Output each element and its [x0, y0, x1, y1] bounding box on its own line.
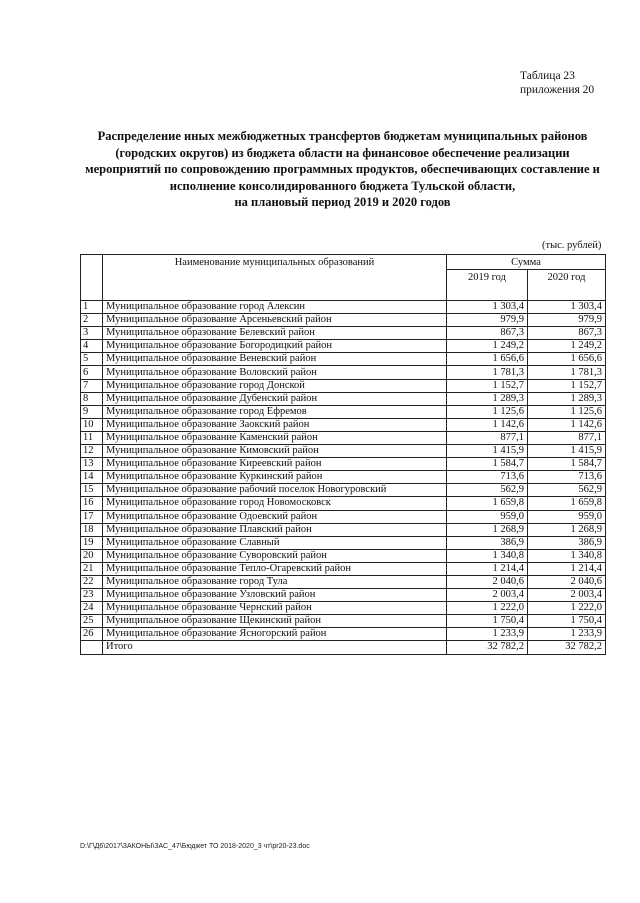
- table-row: [81, 314, 606, 327]
- amount-2020: 2 003,4: [528, 589, 606, 602]
- amount-2020: 1 781,3: [528, 366, 606, 379]
- amount-2019: 713,6: [447, 471, 528, 484]
- row-number: 25: [81, 615, 103, 628]
- table-row: [81, 484, 606, 497]
- amount-2020: 979,9: [528, 314, 606, 327]
- amount-2020: 1 659,8: [528, 497, 606, 510]
- table-row: [81, 549, 606, 562]
- amount-2020: 2 040,6: [528, 575, 606, 588]
- municipality-name: Муниципальное образование Арсеньевский район: [103, 314, 447, 327]
- file-path-footer: D:\Г\Д6\2017\ЗАКОНЫ\ЗАС_47\Бюджет ТО 2018-2020_3 чт\pr20-23.doc: [80, 843, 310, 850]
- amount-2019: 877,1: [447, 431, 528, 444]
- municipality-name: Муниципальное образование рабочий поселок Новогуровский: [103, 484, 447, 497]
- amount-2019: 1 584,7: [447, 458, 528, 471]
- amount-2020: 877,1: [528, 431, 606, 444]
- municipality-name: Муниципальное образование Тепло-Огаревский район: [103, 562, 447, 575]
- municipality-name: Муниципальное образование Чернский район: [103, 602, 447, 615]
- amount-2020: 562,9: [528, 484, 606, 497]
- amount-2020: 1 222,0: [528, 602, 606, 615]
- amount-2020: 1 233,9: [528, 628, 606, 641]
- municipality-name: Муниципальное образование Щекинский район: [103, 615, 447, 628]
- amount-2019: 1 289,3: [447, 392, 528, 405]
- table-row: [81, 301, 606, 314]
- municipality-name: Муниципальное образование Славный: [103, 536, 447, 549]
- document-title: [80, 128, 605, 211]
- amount-2020: 1 415,9: [528, 445, 606, 458]
- header-2019: 2019 год: [447, 270, 528, 301]
- amount-2019: 959,0: [447, 510, 528, 523]
- table-row: [81, 327, 606, 340]
- row-number: 12: [81, 445, 103, 458]
- amount-2020: 1 125,6: [528, 405, 606, 418]
- amount-2020: 1 750,4: [528, 615, 606, 628]
- amount-2019: 1 142,6: [447, 418, 528, 431]
- row-number: 16: [81, 497, 103, 510]
- header-2020: 2020 год: [528, 270, 606, 301]
- title-line: мероприятий по сопровождению программных продуктов, обеспечивающих составление и: [85, 162, 600, 176]
- amount-2019: 2 040,6: [447, 575, 528, 588]
- municipality-name: Муниципальное образование Воловский район: [103, 366, 447, 379]
- amount-2020: 1 214,4: [528, 562, 606, 575]
- municipality-name: Муниципальное образование Кимовский район: [103, 445, 447, 458]
- municipality-name: Муниципальное образование Плавский район: [103, 523, 447, 536]
- amount-2019: 1 214,4: [447, 562, 528, 575]
- row-number: 26: [81, 628, 103, 641]
- table-row: [81, 340, 606, 353]
- table-reference: [520, 69, 594, 97]
- row-number: 18: [81, 523, 103, 536]
- table-row: [81, 510, 606, 523]
- municipality-name: Муниципальное образование город Тула: [103, 575, 447, 588]
- amount-2019: 1 125,6: [447, 405, 528, 418]
- row-number: 15: [81, 484, 103, 497]
- municipality-name: Муниципальное образование Веневский район: [103, 353, 447, 366]
- table-row: [81, 523, 606, 536]
- row-number: 11: [81, 431, 103, 444]
- total-row: [81, 641, 606, 654]
- municipality-name: Муниципальное образование Суворовский район: [103, 549, 447, 562]
- row-number: 2: [81, 314, 103, 327]
- row-number: 7: [81, 379, 103, 392]
- municipality-name: Муниципальное образование город Ефремов: [103, 405, 447, 418]
- header-name: Наименование муниципальных образований: [103, 255, 447, 301]
- table-row: [81, 589, 606, 602]
- amount-2019: 1 415,9: [447, 445, 528, 458]
- row-number: 21: [81, 562, 103, 575]
- table-row: [81, 562, 606, 575]
- amount-2019: 1 152,7: [447, 379, 528, 392]
- amount-2020: 1 656,6: [528, 353, 606, 366]
- row-number: 14: [81, 471, 103, 484]
- amount-2019: 1 659,8: [447, 497, 528, 510]
- units-label: (тыс. рублей): [542, 240, 602, 251]
- amount-2020: 959,0: [528, 510, 606, 523]
- amount-2019: 1 656,6: [447, 353, 528, 366]
- row-number: 9: [81, 405, 103, 418]
- amount-2019: 562,9: [447, 484, 528, 497]
- appendix-number: приложения 20: [520, 84, 595, 96]
- municipality-name: Муниципальное образование Киреевский район: [103, 458, 447, 471]
- amount-2020: 1 584,7: [528, 458, 606, 471]
- municipality-name: Муниципальное образование Куркинский район: [103, 471, 447, 484]
- row-number: [81, 641, 103, 654]
- table-row: [81, 445, 606, 458]
- amount-2020: 1 152,7: [528, 379, 606, 392]
- table-row: [81, 418, 606, 431]
- title-line: исполнение консолидированного бюджета Тульской области,: [169, 178, 516, 193]
- amount-2019: 1 303,4: [447, 301, 528, 314]
- amount-2020: 1 249,2: [528, 340, 606, 353]
- municipality-name: Муниципальное образование Дубенский район: [103, 392, 447, 405]
- title-line: на плановый период 2019 и 2020 годов: [234, 195, 451, 209]
- municipality-name: Муниципальное образование Каменский район: [103, 431, 447, 444]
- table-row: [81, 405, 606, 418]
- amount-2019: 32 782,2: [447, 641, 528, 654]
- municipality-name: Муниципальное образование город Донской: [103, 379, 447, 392]
- row-number: 5: [81, 353, 103, 366]
- amount-2020: 1 340,8: [528, 549, 606, 562]
- amount-2020: 1 303,4: [528, 301, 606, 314]
- transfers-table: [80, 254, 606, 655]
- amount-2020: 1 142,6: [528, 418, 606, 431]
- row-number: 1: [81, 301, 103, 314]
- row-number: 19: [81, 536, 103, 549]
- header-number-cell: [81, 255, 103, 301]
- municipality-name: Муниципальное образование Белевский район: [103, 327, 447, 340]
- row-number: 17: [81, 510, 103, 523]
- table-row: [81, 497, 606, 510]
- amount-2019: 1 781,3: [447, 366, 528, 379]
- row-number: 6: [81, 366, 103, 379]
- row-number: 13: [81, 458, 103, 471]
- municipality-name: Муниципальное образование город Новомосковск: [103, 497, 447, 510]
- municipality-name: Муниципальное образование Одоевский район: [103, 510, 447, 523]
- amount-2019: 979,9: [447, 314, 528, 327]
- row-number: 20: [81, 549, 103, 562]
- amount-2020: 386,9: [528, 536, 606, 549]
- table-row: [81, 575, 606, 588]
- table-row: [81, 392, 606, 405]
- row-number: 24: [81, 602, 103, 615]
- amount-2020: 713,6: [528, 471, 606, 484]
- table-row: [81, 366, 606, 379]
- table-row: [81, 458, 606, 471]
- title-line: (городских округов) из бюджета области на финансовое обеспечение реализации: [115, 145, 570, 160]
- row-number: 22: [81, 575, 103, 588]
- municipality-name: Муниципальное образование Ясногорский район: [103, 628, 447, 641]
- amount-2020: 1 289,3: [528, 392, 606, 405]
- table-row: [81, 471, 606, 484]
- table-row: [81, 379, 606, 392]
- table-row: [81, 536, 606, 549]
- municipality-name: Муниципальное образование город Алексин: [103, 301, 447, 314]
- municipality-name: Муниципальное образование Богородицкий район: [103, 340, 447, 353]
- table-row: [81, 602, 606, 615]
- amount-2020: 32 782,2: [528, 641, 606, 654]
- amount-2019: 1 249,2: [447, 340, 528, 353]
- amount-2020: 867,3: [528, 327, 606, 340]
- title-line: Распределение иных межбюджетных трансфертов бюджетам муниципальных районов: [97, 129, 588, 143]
- row-number: 4: [81, 340, 103, 353]
- row-number: 10: [81, 418, 103, 431]
- amount-2019: 1 222,0: [447, 602, 528, 615]
- amount-2019: 1 750,4: [447, 615, 528, 628]
- row-number: 8: [81, 392, 103, 405]
- amount-2019: 867,3: [447, 327, 528, 340]
- table-row: [81, 431, 606, 444]
- municipality-name: Итого: [103, 641, 447, 654]
- table-row: [81, 628, 606, 641]
- row-number: 23: [81, 589, 103, 602]
- header-sum: Сумма: [447, 255, 606, 270]
- amount-2019: 386,9: [447, 536, 528, 549]
- amount-2019: 2 003,4: [447, 589, 528, 602]
- table-row: [81, 615, 606, 628]
- municipality-name: Муниципальное образование Заокский район: [103, 418, 447, 431]
- amount-2019: 1 233,9: [447, 628, 528, 641]
- table-number: Таблица 23: [520, 70, 575, 82]
- table-row: [81, 353, 606, 366]
- amount-2019: 1 340,8: [447, 549, 528, 562]
- amount-2020: 1 268,9: [528, 523, 606, 536]
- amount-2019: 1 268,9: [447, 523, 528, 536]
- municipality-name: Муниципальное образование Узловский район: [103, 589, 447, 602]
- row-number: 3: [81, 327, 103, 340]
